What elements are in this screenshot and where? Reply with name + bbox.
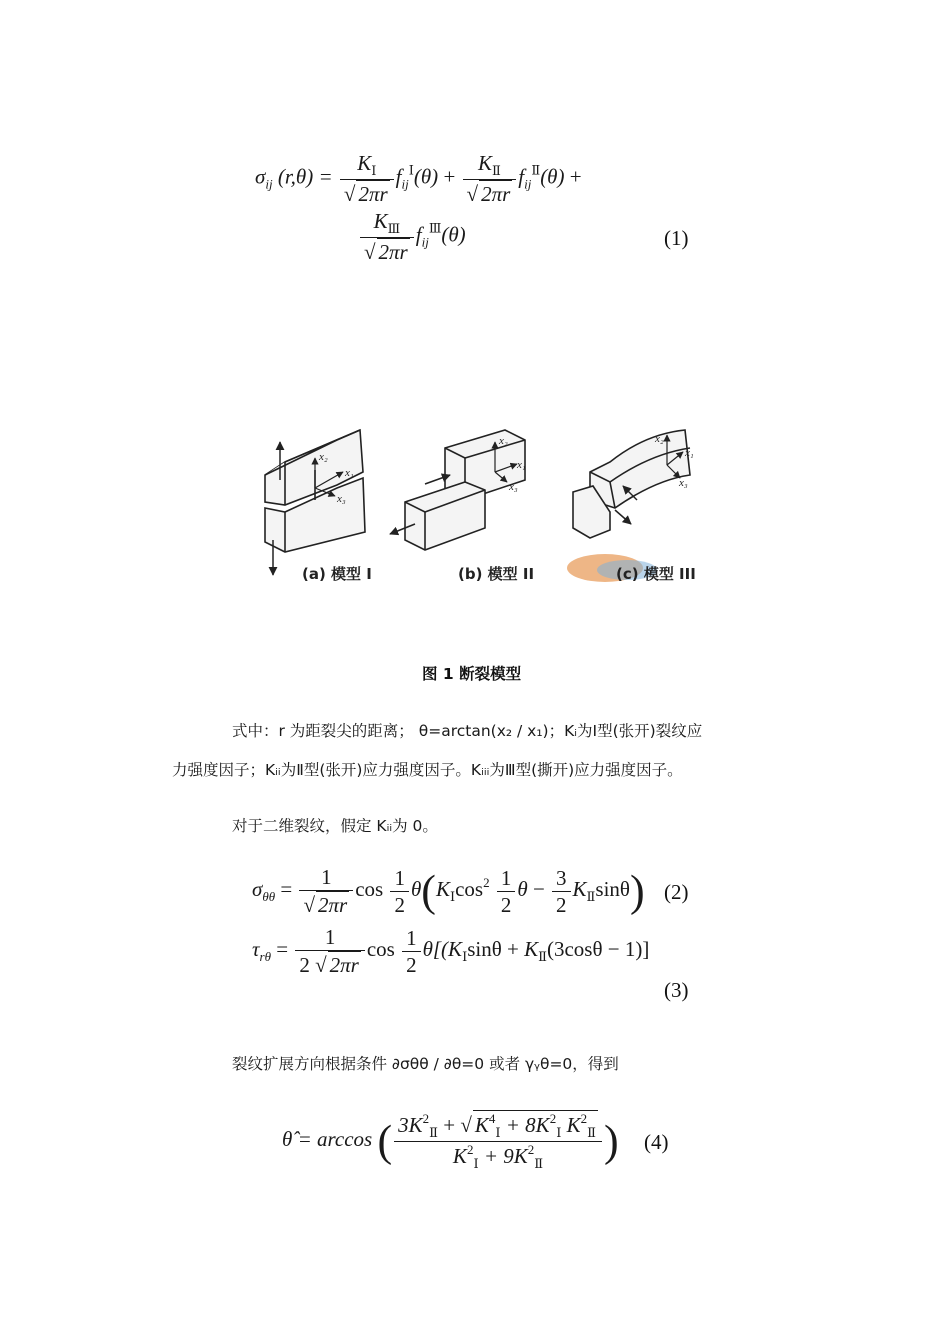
- figure-label-a: (a) 模型 I: [302, 565, 372, 583]
- equation-1-line-1: $\sigma_{ij}$ (r,θ) = $\frac{K_Ⅰ}{√ 2\pi r}$ $f_{ij}^Ⅰ(\theta)$ + $\frac{K_Ⅱ}{√ 2\pi r}$ $f_{ij}^Ⅱ(\theta)$ +: [255, 151, 582, 207]
- equation-3: $\tau_{r\theta}$ = $\frac{1}{2 √ 2\pi r}$ cos $\frac{1}{2}$ $\theta[(K_Ⅰ\sin\theta + K_Ⅱ(3\cos\theta - 1)]$: [252, 925, 650, 978]
- equation-4: θ̂ = arccos ( $\frac{3K^2_Ⅱ + √ K^4_Ⅰ + 8K^2_Ⅰ K^2_Ⅱ}{K^2_Ⅰ + 9K^2_Ⅱ}$ ): [282, 1111, 619, 1172]
- eq1-lhs: σ: [255, 164, 266, 189]
- mode-3-x1-label: x₁: [685, 447, 694, 459]
- figure-label-b: (b) 模型 II: [458, 565, 535, 583]
- eq1-frac-3: $\frac{K_Ⅲ}{√ 2\pi r}$: [360, 208, 414, 266]
- eq1-frac-1: $\frac{K_Ⅰ}{√ 2\pi r}$: [340, 150, 394, 208]
- mode-3-x2-label: x₂: [655, 433, 664, 445]
- mode-1-x3-label: x₃: [337, 493, 346, 505]
- mode-1-x1-label: x₁: [345, 467, 354, 479]
- equation-2-number: (2): [664, 880, 689, 904]
- mode-2-x3-label: x₃: [509, 481, 518, 493]
- figure-label-c: (c) 模型 III: [616, 565, 696, 583]
- mode-2-diagram: [390, 430, 525, 550]
- mode-1-x2-label: x₂: [319, 451, 328, 463]
- mode-3-diagram: [573, 430, 690, 538]
- paragraph-2: 对于二维裂纹，假定 Kᵢᵢ为 0。: [232, 817, 438, 835]
- equation-1-number: (1): [664, 226, 689, 250]
- eq1-frac-2: $\frac{K_Ⅱ}{√ 2\pi r}$: [463, 150, 517, 208]
- equation-2: $\sigma_{\theta\theta}$ = $\frac{1}{√ 2\pi r}$ cos $\frac{1}{2}$ $\theta(K_Ⅰ\cos^2$ $\frac{1}{2}$ θ − $\frac{3}{2}$ $K_Ⅱ\sin\theta$): [252, 865, 645, 918]
- equation-1-line-2: $\frac{K_Ⅲ}{√ 2\pi r}$ $f_{ij}^Ⅲ(\theta)$: [358, 208, 466, 266]
- equation-4-number: (4): [644, 1130, 669, 1154]
- mode-3-x3-label: x₃: [679, 477, 688, 489]
- paragraph-1-line-1: 式中：r 为距裂尖的距离； θ=arctan(x₂ / x₁)；Kᵢ为Ⅰ型(张开)裂纹应: [232, 722, 703, 740]
- mode-1-diagram: [265, 430, 365, 575]
- equation-3-number: (3): [664, 978, 689, 1002]
- paragraph-3: 裂纹扩展方向根据条件 ∂σθθ / ∂θ=0 或者 γᵧθ=0，得到: [232, 1055, 619, 1073]
- mode-2-x2-label: x₂: [499, 435, 508, 447]
- mode-2-x1-label: x₁: [517, 459, 526, 471]
- paragraph-1-line-2: 力强度因子；Kᵢᵢ为Ⅱ型(张开)应力强度因子。Kᵢᵢᵢ为Ⅲ型(撕开)应力强度因子。: [172, 761, 683, 779]
- figure-caption: 图 1 断裂模型: [422, 665, 522, 683]
